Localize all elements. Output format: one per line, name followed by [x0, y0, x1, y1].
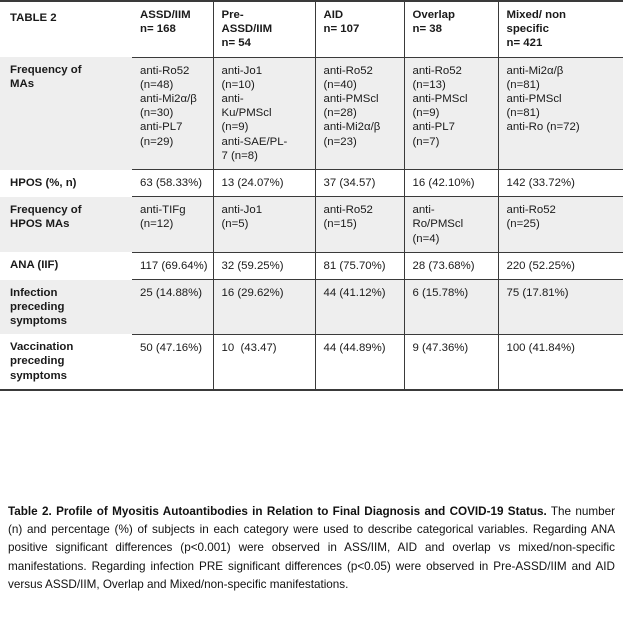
cell-line: (n=25)	[506, 218, 540, 231]
data-cell	[132, 57, 213, 169]
row-label	[0, 57, 132, 169]
cell-line: MAs	[10, 78, 35, 91]
data-cell	[315, 252, 404, 279]
cell-line: (n=28)	[323, 107, 357, 120]
data-cell	[404, 170, 498, 197]
table-row	[0, 57, 623, 169]
cell-line: 7 (n=8)	[221, 149, 258, 162]
column-header-4	[404, 1, 498, 57]
cell-line: symptoms	[10, 369, 67, 382]
cell-line: 100 (41.84%)	[506, 341, 575, 354]
cell-line: anti-Ro52	[140, 64, 190, 77]
table-header-row	[0, 1, 623, 57]
cell-line: anti-Mi2α/β	[140, 93, 197, 106]
cell-line: (n=13)	[412, 78, 446, 91]
row-label	[0, 197, 132, 253]
cell-line: (n=81)	[506, 107, 540, 120]
data-cell	[132, 252, 213, 279]
data-cell	[132, 334, 213, 390]
cell-line: Mixed/ non	[506, 9, 566, 21]
data-cell	[498, 170, 623, 197]
data-cell	[498, 252, 623, 279]
cell-line: ANA (IIF)	[10, 259, 59, 272]
cell-line: TABLE 2	[10, 12, 57, 24]
cell-line: anti-Ro52	[323, 64, 373, 77]
cell-line: (n=9)	[412, 107, 440, 120]
data-cell	[213, 197, 315, 253]
cell-line: specific	[506, 23, 549, 36]
cell-line: anti-Ro52	[323, 204, 373, 217]
cell-line: HPOS (%, n)	[10, 176, 77, 189]
data-cell	[315, 197, 404, 253]
table-body	[0, 1, 623, 390]
column-header-3	[315, 1, 404, 57]
cell-line: symptoms	[10, 314, 67, 327]
cell-line: anti-	[412, 204, 435, 217]
cell-line: 6 (15.78%)	[412, 287, 469, 300]
row-label	[0, 334, 132, 390]
column-header-5	[498, 1, 623, 57]
cell-line: (n=12)	[140, 218, 174, 231]
cell-line: (n=10)	[221, 78, 255, 91]
data-cell	[404, 197, 498, 253]
cell-line: preceding	[10, 355, 65, 368]
cell-line: anti-PL7	[412, 121, 455, 134]
table-corner-label	[0, 1, 132, 57]
cell-line: (n=29)	[140, 135, 174, 148]
cell-line: 25 (14.88%)	[140, 287, 203, 300]
cell-line: (n=15)	[323, 218, 357, 231]
column-header-2	[213, 1, 315, 57]
data-cell	[498, 57, 623, 169]
cell-line: 220 (52.25%)	[506, 259, 575, 272]
cell-line: AID	[323, 9, 344, 21]
cell-line: 117 (69.64%)	[140, 259, 208, 272]
cell-line: (n=4)	[412, 232, 440, 245]
cell-line: 32 (59.25%)	[221, 259, 284, 272]
caption-body: The number (n) and percentage (%) of subjects in each category were used to describe categorical variables. Regarding ANA positive significant differences (p<0.001) were observed in ASS/IIM, AID and overlap vs mixed/non-specific manifestations. Regarding infection PRE significant differences (p<0.05) were observed in Pre-ASSD/IIM and AID versus ASSD/IIM, Overlap and Mixed/non-specific manifestations.	[8, 505, 615, 591]
cell-line: (n=30)	[140, 107, 174, 120]
cell-line: 13 (24.07%)	[221, 177, 284, 190]
data-cell	[315, 57, 404, 169]
cell-line: (n=81)	[506, 78, 540, 91]
data-cell	[315, 334, 404, 390]
cell-line: 63 (58.33%)	[140, 177, 203, 190]
cell-line: anti-	[221, 93, 244, 106]
cell-line: (n=7)	[412, 135, 440, 148]
cell-line: Ro/PMScl	[412, 218, 464, 231]
table-row	[0, 170, 623, 197]
cell-line: Overlap	[412, 9, 455, 21]
cell-line: anti-PMScl	[323, 93, 379, 106]
cell-line: Vaccination	[10, 341, 74, 354]
cell-line: anti-Jo1	[221, 64, 263, 77]
cell-line: 81 (75.70%)	[323, 259, 386, 272]
cell-line: 28 (73.68%)	[412, 259, 475, 272]
cell-line: Frequency of	[10, 203, 82, 216]
data-cell	[213, 252, 315, 279]
cell-line: 50 (47.16%)	[140, 341, 203, 354]
table-row	[0, 334, 623, 390]
row-label	[0, 170, 132, 197]
cell-line: preceding	[10, 300, 65, 313]
figure-caption	[8, 503, 615, 594]
cell-line: 37 (34.57)	[323, 177, 376, 190]
cell-line: Ku/PMScl	[221, 107, 272, 120]
cell-line: (n=48)	[140, 78, 174, 91]
cell-line: anti-TIFg	[140, 204, 186, 217]
data-cell	[213, 334, 315, 390]
data-cell	[404, 252, 498, 279]
data-cell	[132, 280, 213, 335]
row-label	[0, 280, 132, 335]
cell-line: anti-PL7	[140, 121, 183, 134]
cell-line: 10 (43.47)	[221, 341, 277, 354]
data-cell	[498, 334, 623, 390]
data-cell	[404, 280, 498, 335]
cell-line: anti-Mi2α/β	[323, 121, 381, 134]
cell-line: 75 (17.81%)	[506, 287, 569, 300]
data-cell	[498, 280, 623, 335]
data-cell	[213, 57, 315, 169]
cell-line: 44 (41.12%)	[323, 287, 386, 300]
cell-line: (n=9)	[221, 121, 249, 134]
table-row	[0, 252, 623, 279]
data-cell	[132, 197, 213, 253]
cell-line: ASSD/IIM	[140, 9, 191, 21]
table-row	[0, 280, 623, 335]
cell-line: 142 (33.72%)	[506, 177, 575, 190]
cell-line: anti-Ro52	[412, 64, 462, 77]
cell-line: anti-PMScl	[412, 93, 468, 106]
cell-line: (n=23)	[323, 135, 357, 148]
cell-line: n= 107	[323, 23, 360, 36]
cell-line: Pre-	[221, 9, 244, 21]
cell-line: anti-Jo1	[221, 204, 263, 217]
cell-line: Frequency of	[10, 64, 82, 77]
cell-line: (n=5)	[221, 218, 249, 231]
cell-line: anti-PMScl	[506, 93, 562, 106]
cell-line: n= 168	[140, 23, 176, 36]
data-cell	[132, 170, 213, 197]
data-cell	[213, 170, 315, 197]
data-cell	[213, 280, 315, 335]
cell-line: n= 38	[412, 23, 442, 36]
data-cell	[498, 197, 623, 253]
cell-line: HPOS MAs	[10, 217, 70, 230]
data-cell	[315, 280, 404, 335]
data-cell	[404, 57, 498, 169]
cell-line: 16 (42.10%)	[412, 177, 475, 190]
cell-line: 44 (44.89%)	[323, 341, 386, 354]
cell-line: 9 (47.36%)	[412, 341, 469, 354]
table-row	[0, 197, 623, 253]
cell-line: ASSD/IIM	[221, 23, 273, 36]
caption-lead: Table 2. Profile of Myositis Autoantibodies in Relation to Final Diagnosis and COVID-19 Status.	[8, 505, 547, 518]
cell-line: n= 54	[221, 37, 251, 50]
data-cell	[404, 334, 498, 390]
cell-line: anti-Ro52	[506, 204, 556, 217]
cell-line: anti-SAE/PL-	[221, 135, 288, 148]
cell-line: Infection	[10, 286, 58, 299]
cell-line: anti-Ro (n=72)	[506, 121, 580, 134]
row-label	[0, 252, 132, 279]
data-cell	[315, 170, 404, 197]
cell-line: 16 (29.62%)	[221, 287, 284, 300]
column-header-1	[132, 1, 213, 57]
cell-line: anti-Mi2α/β	[506, 64, 564, 77]
cell-line: n= 421	[506, 37, 543, 50]
cell-line: (n=40)	[323, 78, 357, 91]
